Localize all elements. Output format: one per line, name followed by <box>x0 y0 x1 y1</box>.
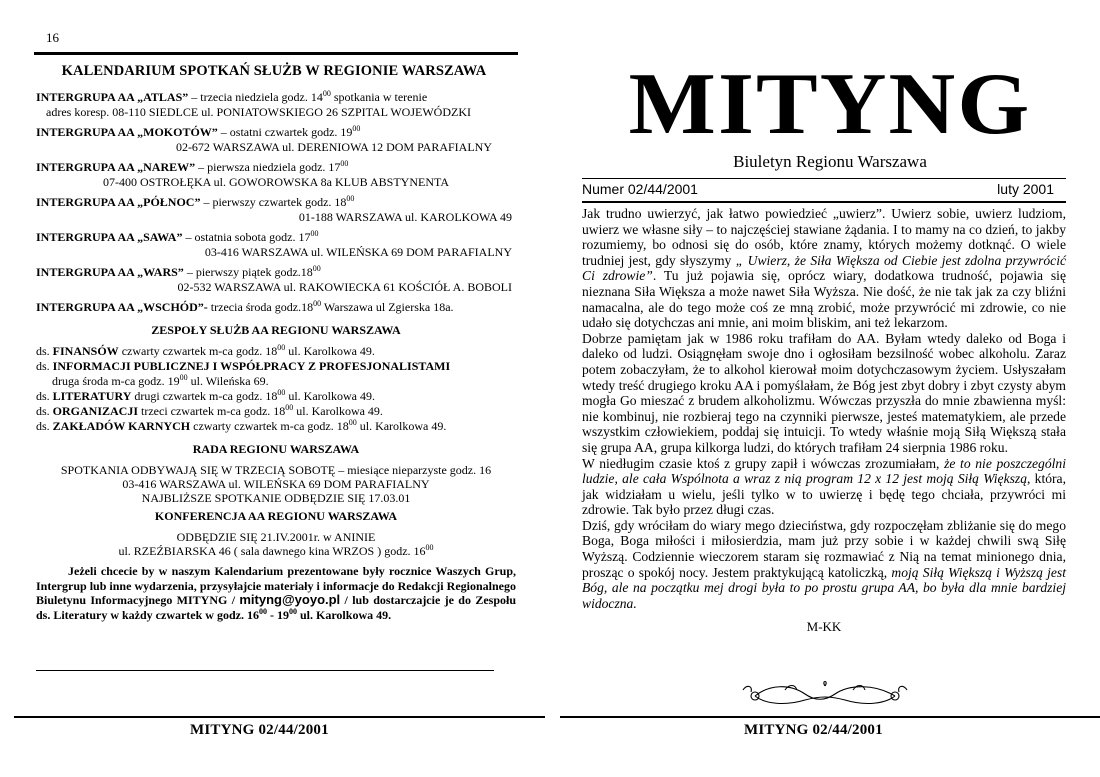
time-minutes: 00 <box>322 89 331 98</box>
council-line: NAJBLIŻSZE SPOTKANIE ODBĘDZIE SIĘ 17.03.01 <box>141 491 411 505</box>
intergroup-entry <box>36 195 516 225</box>
team-name: FINANSÓW <box>52 344 119 358</box>
bulletin-subtitle: Biuletyn Regionu Warszawa <box>733 152 927 171</box>
team-name: LITERATURY <box>52 389 132 403</box>
article-paragraph <box>582 518 1066 612</box>
article-paragraph <box>582 206 1066 331</box>
top-rule <box>34 52 518 55</box>
intergroup-name: INTERGRUPA AA „SAWA” <box>36 230 183 244</box>
intergroup-name: INTERGRUPA AA „MOKOTÓW” <box>36 125 218 139</box>
team-prefix: ds. <box>36 419 53 433</box>
meeting-time: trzecia środa godz.18 <box>207 300 314 314</box>
meeting-time: – ostatni czwartek godz. 19 <box>217 125 353 139</box>
team-address: ul. Karolkowa 49. <box>285 389 375 403</box>
team-prefix: ds. <box>36 404 53 418</box>
intergroup-entry <box>36 160 516 190</box>
team-name: ORGANIZACJI <box>52 404 139 418</box>
right-page <box>560 0 1100 777</box>
team-name: ZAKŁADÓW KARNYCH <box>52 419 191 433</box>
article-quote: że to nie poszczególni ludzie, ale cała Wspólnota a wraz z nią program 12 x 12 jest moją Siłą Większą <box>582 455 1066 487</box>
time-minutes: 00 <box>348 418 357 427</box>
article-text: , która, jak widziałam u wielu, jeśli tylko w to uwierzę i będę tego chciała, przywróci mi zdrowie. Tak było przez długi czas. <box>582 471 1066 518</box>
conference-address: ul. RZEŹBIARSKA 46 ( sala dawnego kina WRZOS ) godz. 16 <box>118 544 426 558</box>
invitation-text: - 19 <box>266 607 289 622</box>
closing-rule <box>36 670 494 671</box>
conference-title: KONFERENCJA AA REGIONU WARSZAWA <box>154 509 398 523</box>
flourish-ornament-icon <box>735 676 915 712</box>
team-line <box>36 374 516 389</box>
team-line <box>36 344 516 359</box>
article-paragraph <box>582 456 1066 518</box>
intergroup-address: 01-188 WARSZAWA ul. KAROLKOWA 49 <box>298 210 512 224</box>
team-address: ul. Karolkowa 49. <box>293 404 383 418</box>
time-minutes: 00 <box>258 606 267 616</box>
time-minutes: 00 <box>313 299 322 308</box>
article-quote: moją Siłą Większą i Wyższą jest Bóg, ale na początku mej drogi była to po prostu grupa AA, bo była dla mnie bardziej widoczna. <box>582 564 1066 611</box>
footer-rule <box>560 716 1100 718</box>
team-line <box>36 389 516 404</box>
left-page <box>0 0 545 777</box>
calendar-entries <box>36 90 516 622</box>
footer-rule <box>14 716 545 718</box>
meeting-note: spotkania w terenie <box>330 90 428 104</box>
intergroup-address: 02-532 WARSZAWA ul. RAKOWIECKA 61 KOŚCIÓŁ A. BOBOLI <box>177 280 512 294</box>
intergroup-name: INTERGRUPA AA „WARS” <box>36 265 184 279</box>
meeting-time: – ostatnia sobota godz. 17 <box>182 230 311 244</box>
article-text: . Tu już pojawia się, oprócz wiary, dodatkowa trudność, pojawia się nieznana Siła Większa a może nawet Siła Wyższa. Nie dość, że nie tak jak za czy bliźni namacalna, ale do tego może coś ze mną zrobić, może przywrócić mi zdrowie, co nie udało się dotychczas ani mnie, ani moim bliskim, ani też lekarzom. <box>582 268 1066 331</box>
meeting-time: – trzecia niedziela godz. 14 <box>188 90 323 104</box>
invitation-text: / lub dostarczajcie je do Zespołu ds. Literatury w każdy czwartek w godz. 16 <box>36 593 517 622</box>
page-footer: MITYNG 02/44/2001 <box>744 722 883 738</box>
intergroup-entry <box>36 300 516 315</box>
email-link[interactable]: mityng@yoyo.pl <box>239 592 341 607</box>
intergroup-entry <box>36 265 516 295</box>
team-time: czwarty czwartek m-ca godz. 18 <box>190 419 349 433</box>
intergroup-address: adres koresp. 08-110 SIEDLCE ul. PONIATOWSKIEGO 26 SZPITAL WOJEWÓDZKI <box>46 105 471 119</box>
intergroup-name: INTERGRUPA AA „NAREW” <box>36 160 196 174</box>
team-address: ul. Karolkowa 49. <box>356 419 447 433</box>
teams-title: ZESPOŁY SŁUŻB AA REGIONU WARSZAWA <box>151 323 401 337</box>
invitation-text: Jeżeli chcecie by w naszym Kalendarium prezentowane były rocznice Waszych Grup, Intergrup lub inne wydarzenia, przysyłajcie materiały i informacje do Redakcji Regionalnego Biuletynu Informacyjnego MITYNG / <box>36 564 516 607</box>
council-title: RADA REGIONU WARSZAWA <box>192 442 360 456</box>
team-address: ul. Wileńska 69. <box>187 374 269 388</box>
intergroup-address: 02-672 WARSZAWA ul. DERENIOWA 12 DOM PARAFIALNY <box>175 140 492 154</box>
submission-invitation <box>36 564 516 622</box>
time-minutes: 00 <box>285 403 294 412</box>
intergroup-entry <box>36 230 516 260</box>
team-line <box>36 404 516 419</box>
time-minutes: 00 <box>277 343 286 352</box>
article-text: W niedługim czasie ktoś z grupy zapił i wówczas zrozumiałam, <box>582 455 945 471</box>
masthead-title: MITYNG <box>628 56 1032 153</box>
team-time: czwarty czwartek m-ca godz. 18 <box>118 344 278 358</box>
author-signature: M-KK <box>806 619 842 635</box>
council-line: 03-416 WARSZAWA ul. WILEŃSKA 69 DOM PARAFIALNY <box>122 477 430 491</box>
conference-line <box>36 544 516 558</box>
team-time: druga środa m-ca godz. 19 <box>52 374 180 388</box>
header-rule <box>582 178 1066 179</box>
meeting-address: Warszawa ul Zgierska 18a. <box>321 300 454 314</box>
meeting-time: – pierwszy czwartek godz. 18 <box>200 195 347 209</box>
team-prefix: ds. <box>36 389 53 403</box>
page-footer: MITYNG 02/44/2001 <box>190 722 329 738</box>
council-line: SPOTKANIA ODBYWAJĄ SIĘ W TRZECIĄ SOBOTĘ – miesiące nieparzyste godz. 16 <box>60 463 492 477</box>
time-minutes: 00 <box>312 264 321 273</box>
team-line <box>36 419 516 434</box>
article-body <box>582 206 1066 635</box>
team-line <box>36 359 516 374</box>
page-number: 16 <box>46 30 59 45</box>
time-minutes: 00 <box>346 194 355 203</box>
conference-line: ODBĘDZIE SIĘ 21.IV.2001r. w ANINIE <box>176 530 376 544</box>
meeting-time: – pierwszy piątek godz.18 <box>183 265 313 279</box>
intergroup-address: 03-416 WARSZAWA ul. WILEŃSKA 69 DOM PARAFIALNY <box>204 245 512 259</box>
intergroup-entry <box>36 125 516 155</box>
time-minutes: 00 <box>352 124 361 133</box>
intergroup-entry <box>36 90 516 120</box>
intergroup-name: INTERGRUPA AA „ATLAS” <box>36 90 189 104</box>
team-prefix: ds. <box>36 359 53 373</box>
time-minutes: 00 <box>277 388 286 397</box>
issue-date: luty 2001 <box>997 181 1054 197</box>
team-time: drugi czwartek m-ca godz. 18 <box>131 389 278 403</box>
header-rule <box>582 201 1066 203</box>
intergroup-name: INTERGRUPA AA „PÓŁNOC” <box>36 195 201 209</box>
team-time: trzeci czwartek m-ca godz. 18 <box>138 404 286 418</box>
intergroup-name: INTERGRUPA AA „WSCHÓD”- <box>36 300 208 314</box>
time-minutes: 00 <box>425 543 434 552</box>
calendar-title: KALENDARIUM SPOTKAŃ SŁUŻB W REGIONIE WARSZAWA <box>61 63 487 79</box>
issue-number: Numer 02/44/2001 <box>582 181 698 197</box>
article-quote: „ Uwierz, że Siła Większa od Ciebie jest zdolna przywrócić Ci zdrowie” <box>582 252 1066 284</box>
article-text: Dziś, gdy wróciłam do wiary mego dzieciństwa, gdy rozpoczęłam zbliżanie się do mego Boga, Boga miłości i miłosierdzia, mam już przy sobie i w każdej chwili swą Siłę Wyższą. Codziennie wieczorem staram się rozmawiać z Nią na temat minionego dnia, prosząc o spokój nocy. Jestem praktykującą katoliczką, <box>582 517 1066 580</box>
invitation-address: ul. Karolkowa 49. <box>296 607 392 622</box>
meeting-time: – pierwsza niedziela godz. 17 <box>195 160 341 174</box>
time-minutes: 00 <box>179 373 188 382</box>
time-minutes: 00 <box>340 159 349 168</box>
team-name: INFORMACJI PUBLICZNEJ I WSPÓŁPRACY Z PROFESJONALISTAMI <box>52 359 451 373</box>
article-paragraph: Dobrze pamiętam jak w 1986 roku trafiłam do AA. Byłam wtedy daleko od Boga i daleko od ludzi. Osiągnęłam swoje dno i ogłosiłam bezsilność wobec alkoholu. Zaraz potem zobaczyłam, że to alkohol kierował moim dotychczasowym życiem. Usłyszałam wtedy treść drugiego kroku AA i pomyślałam, że Bóg jest zbyt dobry i zbyt czysty abym mogła Go mieszać z brudem alkoholizmu. Wówczas przyszła do mnie zbawienna myśl: nie kombinuj, nie rozbieraj tego na czynniki pierwsze, jesteś matematykiem, ale przede wszystkim człowiekiem, poddaj się intuicji. To wtedy właśnie moją Siłą Większą stała się grupa AA, grupa kilkorga ludzi, do których trafiłam 24 sierpnia 1986 roku. <box>582 330 1066 455</box>
intergroup-address: 07-400 OSTROŁĘKA ul. GOWOROWSKA 8a KLUB ABSTYNENTA <box>102 175 450 189</box>
article-text: Jak trudno uwierzyć, jak łatwo powiedzieć „uwierz”. Uwierz sobie, uwierz ludziom, uwierz we własne siły – to najczęściej stawiane żądania. I to mamy na co dzień, to jakby rozumiemy, bo odnosi się do osób, które znamy, których możemy dotknąć. O wiele trudniej jest, gdy słyszymy <box>582 206 1066 268</box>
team-prefix: ds. <box>36 344 53 358</box>
team-address: ul. Karolkowa 49. <box>285 344 375 358</box>
time-minutes: 00 <box>288 606 297 616</box>
time-minutes: 00 <box>310 229 319 238</box>
